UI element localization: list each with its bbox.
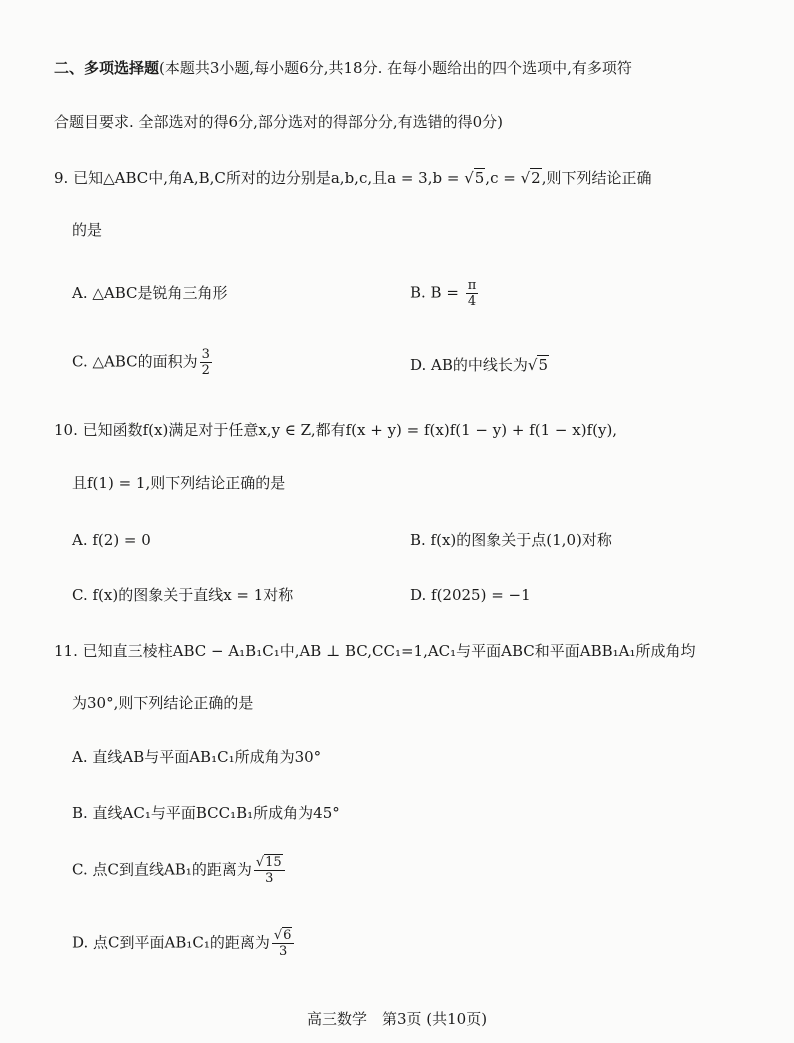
q11-stem-line1: 11. 已知直三棱柱ABC − A₁B₁C₁中,AB ⊥ BC,CC₁=1,AC₁与平面ABC和平面ABB₁A₁所成角均 [54, 642, 696, 660]
section-header [54, 58, 632, 78]
q11-option-a: A. 直线AB与平面AB₁C₁所成角为30° [72, 748, 322, 766]
q9-stem-part2: ,c = [485, 169, 521, 187]
q9-option-d: D. AB的中线长为√5 [410, 356, 548, 374]
q11-stem-line2: 为30°,则下列结论正确的是 [72, 694, 254, 712]
q9-sqrt-c: √2 [520, 169, 541, 187]
q10-stem-line1: 10. 已知函数f(x)满足对于任意x,y ∈ Z,都有f(x + y) = f(x)f(1 − y) + f(1 − x)f(y), [54, 421, 618, 439]
q9-b-fraction: $\frac{\pi}{4}$ [467, 278, 477, 309]
q9-option-b: B. B = $\frac{\pi}{4}$ [410, 278, 477, 309]
q9-option-c: C. △ABC的面积为 $\frac{3}{2}$ [72, 347, 210, 378]
q10-option-d: D. f(2025) = −1 [410, 586, 531, 604]
q10-option-b: B. f(x)的图象关于点(1,0)对称 [410, 531, 612, 549]
q9-d-sqrt: √5 [527, 356, 548, 374]
section-title: 二、多项选择题 [54, 59, 160, 77]
page-footer: 高三数学 第3页 (共10页) [306, 1010, 488, 1028]
q10-option-c: C. f(x)的图象关于直线x = 1对称 [72, 586, 294, 604]
q9-stem-line2: 的是 [72, 221, 103, 239]
q11-option-c: C. 点C到直线AB₁的距离为 $\frac{√15}{3}$ [72, 855, 287, 886]
q11-option-d: D. 点C到平面AB₁C₁的距离为 $\frac{√6}{3}$ [72, 928, 296, 959]
section-desc-line2: 合题目要求. 全部选对的得6分,部分选对的得部分分,有选错的得0分) [54, 113, 504, 131]
q9-sqrt-b: √5 [464, 169, 485, 187]
q11-d-fraction: $\frac{√6}{3}$ [272, 928, 295, 959]
q11-c-fraction: $\frac{√15}{3}$ [254, 855, 285, 886]
q9-stem-part1: 9. 已知△ABC中,角A,B,C所对的边分别是a,b,c,且a = 3,b = [54, 169, 465, 187]
q9-stem-part3: ,则下列结论正确 [541, 169, 652, 187]
q10-option-a: A. f(2) = 0 [72, 531, 151, 549]
q9-c-fraction: $\frac{3}{2}$ [201, 347, 210, 378]
q9-stem-line1 [54, 168, 651, 188]
q9-option-a: A. △ABC是锐角三角形 [72, 284, 228, 302]
q11-option-b: B. 直线AC₁与平面BCC₁B₁所成角为45° [72, 804, 340, 822]
section-desc-line1: (本题共3小题,每小题6分,共18分. 在每小题给出的四个选项中,有多项符 [159, 59, 632, 77]
q10-stem-line2: 且f(1) = 1,则下列结论正确的是 [72, 474, 286, 492]
